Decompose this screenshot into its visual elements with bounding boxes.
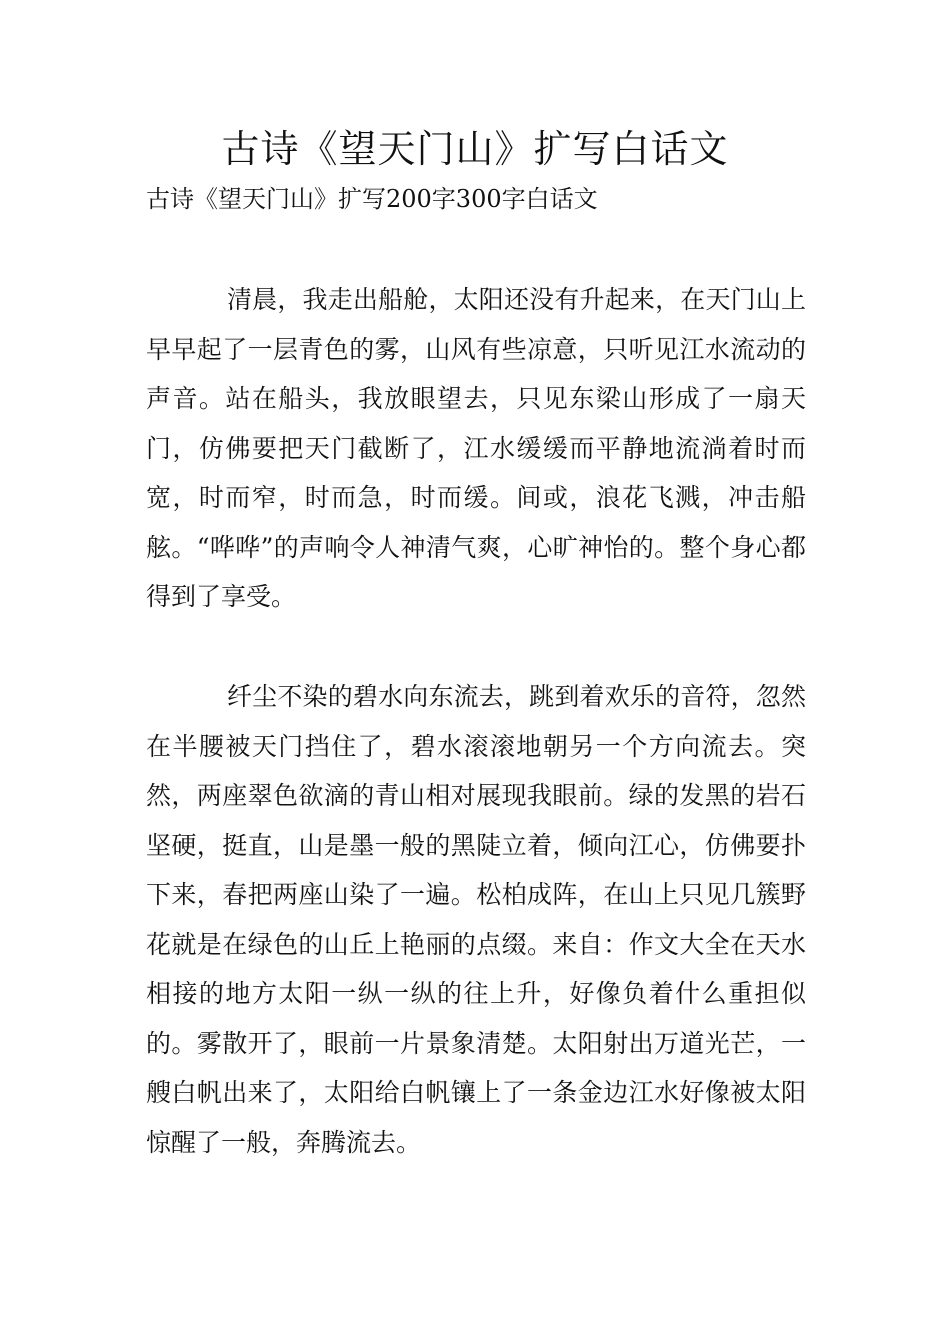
paragraph-2: 纤尘不染的碧水向东流去，跳到着欢乐的音符，忽然在半腰被天门挡住了，碧水滚滚地朝另一个方向流去。突然，两座翠色欲滴的青山相对展现我眼前。绿的发黑的岩石坚硬，挺直，山是墨一般的黑陡立着，倾向江心，仿佛要扑下来，春把两座山染了一遍。松柏成阵，在山上只见几簇野花就是在绿色的山丘上艳丽的点缀。来自：作文大全在天水相接的地方太阳一纵一纵的往上升，好像负着什么重担似的。雾散开了，眼前一片景象清楚。太阳射出万道光芒，一艘白帆出来了，太阳给白帆镶上了一条金边江水好像被太阳惊醒了一般，奔腾流去。 (146, 682, 806, 1157)
paragraph-1: 清晨，我走出船舱，太阳还没有升起来，在天门山上早早起了一层青色的雾，山风有些凉意，只听见江水流动的声音。站在船头，我放眼望去，只见东梁山形成了一扇天门，仿佛要把天门截断了，江水缓缓而平静地流淌着时而宽，时而窄，时而急，时而缓。间或，浪花飞溅，冲击船舷。“哗哗”的声响令人神清气爽，心旷神怡的。整个身心都得到了享受。 (146, 285, 806, 611)
document-subtitle: 古诗《望天门山》扩写200字300字白话文 (146, 185, 598, 213)
document-title: 古诗《望天门山》扩写白话文 (221, 127, 729, 171)
